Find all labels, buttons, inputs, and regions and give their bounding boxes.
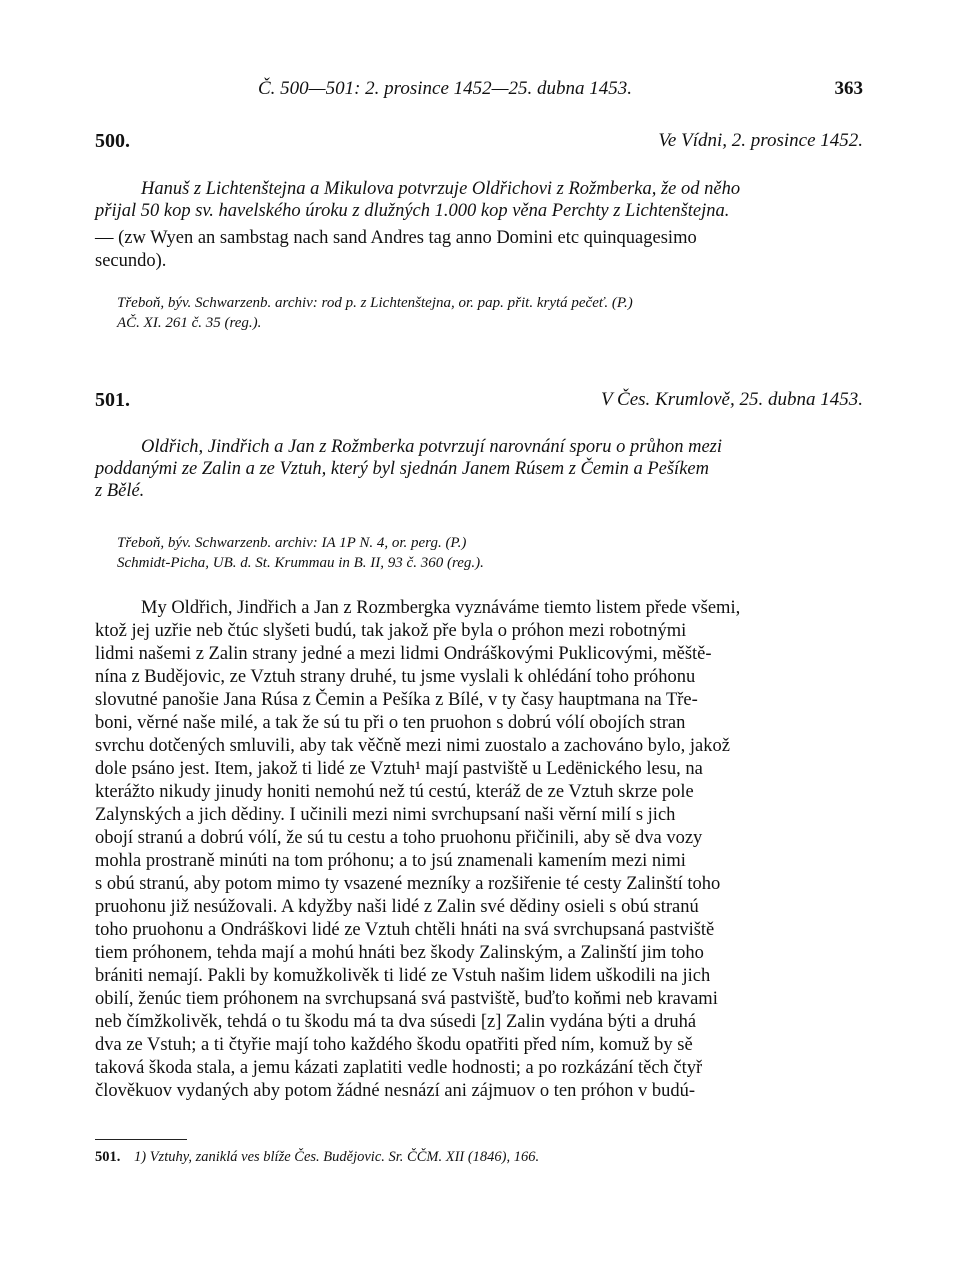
source-line: Schmidt-Picha, UB. d. St. Krummau in B. II, 93 č. 360 (reg.). [117,555,484,571]
footnote-rule [95,1139,187,1140]
text-line: toho pruohonu a Ondráškovi lidé ze Vztuh chtěli hnáti na svá svrchupsaná pastviště [95,920,715,940]
regest-line: z Bělé. [95,481,145,501]
text-line: slovutné panošie Jana Rúsa z Čemin a Pešíka z Bílé, v ty časy hauptmana na Tře- [95,690,698,710]
regest-line: přijal 50 kop sv. havelského úroku z dlužných 1.000 kop věna Perchty z Lichtenštejna. [95,201,730,221]
entry-500-place-date: Ve Vídni, 2. prosince 1452. [658,130,863,151]
source-line: AČ. XI. 261 č. 35 (reg.). [117,315,262,331]
text-line: brániti nemají. Pakli by komužkolivěk ti lidé ze Vstuh našim lidem uškodili na jich [95,966,711,986]
text-line: obilí, ženúc tiem próhonem na svrchupsaná svá pastviště, buďto koňmi neb kravami [95,989,718,1009]
text-line: pruohonu již nesúžovali. A kdyžby naši lidé z Zalin své dědiny osieli s obú stranú [95,897,699,917]
text-line: dole psáno jest. Item, jakož ti lidé ze Vztuh¹ mají pastviště u Ledënického lesu, na [95,759,703,779]
source-line: Třeboň, býv. Schwarzenb. archiv: rod p. z Lichtenštejna, or. pap. přit. krytá pečeť. (P.) [117,295,633,311]
text-line: boni, věrné naše milé, a tak že sú tu při o ten pruohon s dobrú vólí obojích stran [95,713,686,733]
text-line: kterážto nikudy jinudy honiti nemohú než tú cestú, kteráž de ze Vztuh skrze pole [95,782,694,802]
entry-501-sources [117,533,484,573]
footnote-label: 501. [95,1149,121,1165]
entry-501-text [95,597,740,1103]
regest-line: Oldřich, Jindřich a Jan z Rožmberka potvrzují narovnání sporu o průhon mezi [141,437,722,457]
entry-500-sources [117,293,633,333]
text-line: s obú stranú, aby potom mimo ty vsazené mezníky a rozšiřenie té cesty Zalinští toho [95,874,721,894]
text-line: obojí stranú a dobrú vólí, že sú tu cestu a toho pruohonu přičinili, aby sě dva vozy [95,828,703,848]
text-line: ktož jej uzřie neb čtúc slyšeti budú, tak jakož pře byla o próhon mezi robotnými [95,621,687,641]
source-line: Třeboň, býv. Schwarzenb. archiv: IA 1P N. 4, or. perg. (P.) [117,535,467,551]
dating-line: secundo). [95,251,167,271]
entry-500-dating [95,227,697,273]
text-line: Zalynských a jich dědiny. I učinili mezi nimi svrchupsaní naši věrní milí s jich [95,805,676,825]
text-line: taková škoda stala, a jemu kázati zaplatiti vedle hodnosti; a po rozkázání těch čtyř [95,1058,703,1078]
text-line: dva ze Vstuh; a ti čtyřie mají toho každého škodu opatřiti před ním, komuž by sě [95,1035,693,1055]
entry-500-regest [95,178,865,222]
footnote-text: 1) Vztuhy, zaniklá ves blíže Čes. Budějovic. Sr. ČČM. XII (1846), 166. [134,1149,540,1165]
text-line: tiem próhonem, tehda mají a mohú hnáti bez škody Zalinským, a Zalinští jim toho [95,943,704,963]
running-title: Č. 500—501: 2. prosince 1452—25. dubna 1453. [258,78,633,99]
page-number: 363 [834,78,863,99]
text-line: člověkuov vydaných aby potom žádné nesnází ani zájmuov o ten próhon v budú- [95,1081,696,1101]
text-line: mohla prostraně minúti na tom próhonu; a to jsú znamenali kamením mezi nimi [95,851,686,871]
entry-501-regest [95,436,722,502]
text-line: lidmi našemi z Zalin strany jedné a mezi lidmi Ondráškovými Puklicovými, měště- [95,644,712,664]
text-line: neb čímžkolivěk, tehdá o tu škodu má ta dva súsedi [z] Zalin vydána býti a druhá [95,1012,697,1032]
regest-line: poddanými ze Zalin a ze Vztuh, který byl sjednán Janem Rúsem z Čemin a Pešíkem [95,459,709,479]
entry-501-number: 501. [95,389,130,411]
footnote [95,1149,539,1166]
regest-line: Hanuš z Lichtenštejna a Mikulova potvrzuje Oldřichovi z Rožmberka, že od něho [141,179,741,199]
entry-500-number: 500. [95,130,130,152]
text-line: My Oldřich, Jindřich a Jan z Rozmbergka vyznáváme tiemto listem přede všemi, [141,598,741,618]
dating-line: — (zw Wyen an sambstag nach sand Andres tag anno Domini etc quinquagesimo [95,228,697,248]
entry-501-place-date: V Čes. Krumlově, 25. dubna 1453. [601,389,863,410]
text-line: svrchu dotčených smluvili, aby tak věčně mezi nimi zuostalo a zachováno bylo, jakož [95,736,730,756]
text-line: nína z Budějovic, ze Vztuh strany druhé, tu jsme vyslali k ohlédání toho próhonu [95,667,696,687]
